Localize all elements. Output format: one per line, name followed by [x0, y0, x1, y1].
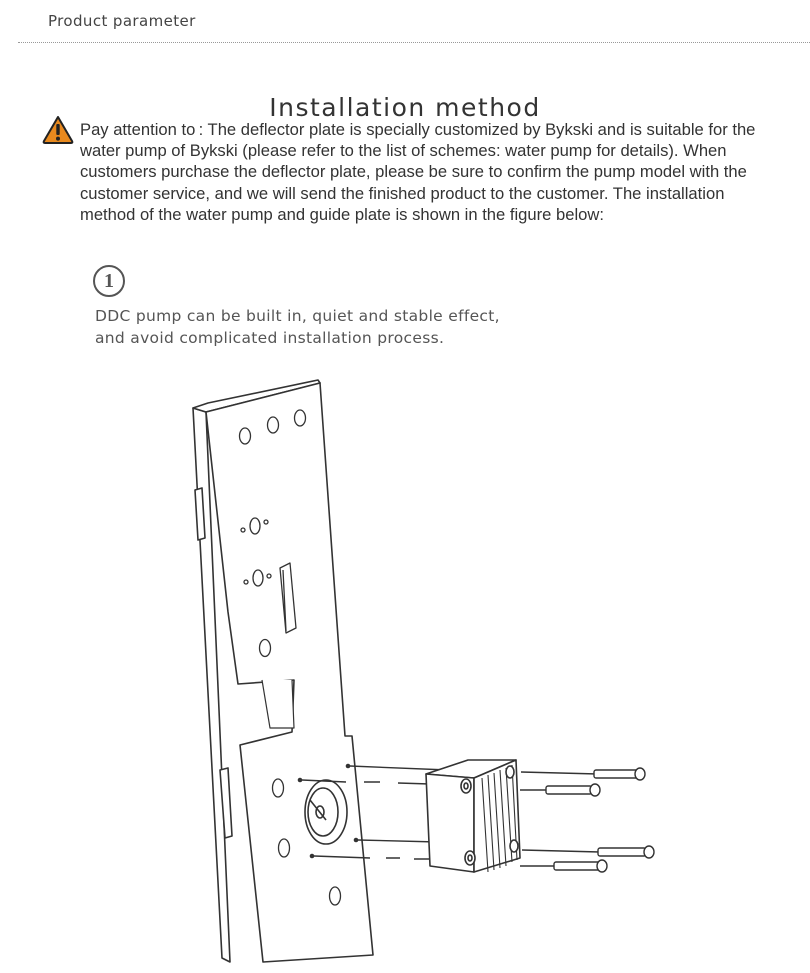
- page-title: Installation method: [269, 92, 541, 122]
- installation-diagram: [0, 360, 810, 973]
- notice-text: Pay attention to : The deflector plate is specially customized by Bykski and is suitable for the water pump of Bykski (please refer to the list of schemes: water pump for details). When customers purchase the deflector plate, please be sure to confirm the pump model with the customer service, and we will send the finished product to the customer. The installation method of the water pump and guide plate is shown in the figure below:: [80, 120, 756, 224]
- section-divider: [18, 42, 810, 43]
- step-description: DDC pump can be built in, quiet and stable effect, and avoid complicated installation process.: [95, 307, 500, 347]
- mounting-screws: [520, 768, 654, 872]
- deflector-plate: [193, 380, 373, 962]
- step-number-badge: 1: [93, 265, 125, 297]
- section-header: Product parameter: [48, 12, 196, 30]
- ddc-pump-body: [426, 760, 520, 872]
- warning-icon: [42, 115, 74, 144]
